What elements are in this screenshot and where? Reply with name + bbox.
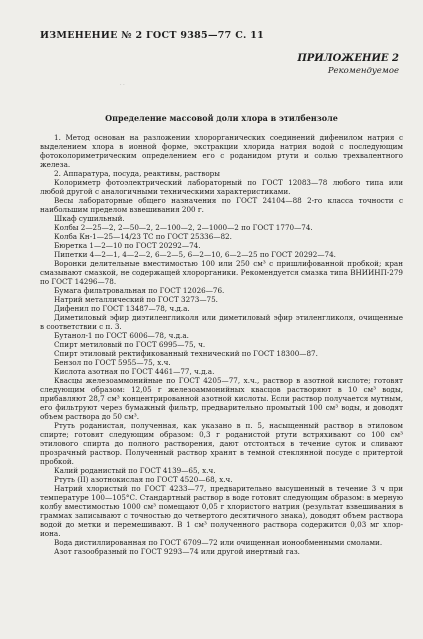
faded-stamp: · · [120,82,125,88]
paragraph: Вода дистиллированная по ГОСТ 6709—72 или очищенная ионообменными смолами. [54,538,383,547]
appendix-block [297,53,399,76]
paragraph: 1. Метод основан на разложении хлорорганических соединений дифенилом натрия с выделением хлора в ионной форме, экстракции хлорида натрия водой с последующим фотоколориметрическим определением его с роданидом ртути и солью трехвалентного железа. [40,133,403,169]
paragraph: Воронки делительные вместимостью 100 или 250 см³ с пришлифованной пробкой; кран смазывают смазкой, не содержащей хлорорганики. Рекомендуется смазка типа ВНИИНП-279 по ГОСТ 14296—78. [40,259,403,286]
paragraph: Азот газообразный по ГОСТ 9293—74 или другой инертный газ. [54,547,300,556]
paragraph: Шкаф сушильный. [54,214,125,223]
section-title: Определение массовой доли хлора в этилбензоле [105,113,338,123]
paragraph: Бутанол-1 по ГОСТ 6006—78, ч.д.а. [54,331,189,340]
paragraph: Колба Кн-1—25—14/23 ТС по ГОСТ 25336—82. [54,232,232,241]
paragraph: Натрий хлористый по ГОСТ 4233—77, предварительно высушенный в течение 3 ч при температуре 100—105°С. Стандартный раствор в воде готовят следующим образом: в мерную колбу вместимостью 1000 см³ помещают 0,05 г хлористого натрия (результат взвешивания в граммах записывают с точностью до четвертого десятичного знака), доводят объем раствора водой до метки и перемешивают. В 1 см³ полученного раствора содержится 0,03 мг хлор-иона. [40,484,403,538]
paragraph: Квасцы железоаммонийные по ГОСТ 4205—77, х.ч., раствор в азотной кислоте; готовят следующим образом: 12,05 г железоаммонийных квасцов растворяют в 10 см³ воды, прибавляют 28,7 см³ концентрированной азотной кислоты. Если раствор получается мутным, его фильтруют через бумажный фильтр, предварительно промытый 100 см³ воды, и доводят объем раствора до 50 см³. [40,376,403,421]
paragraph: Пипетки 4—2—1, 4—2—2, 6—2—5, 6—2—10, 6—2—25 по ГОСТ 20292—74. [54,250,336,259]
paragraph: Колориметр фотоэлектрический лабораторный по ГОСТ 12083—78 любого типа или любой другой с аналогичными техническими характеристиками. [40,178,403,196]
paragraph: Спирт метиловый по ГОСТ 6995—75, ч. [54,340,206,349]
paragraph: Спирт этиловый ректификованный технический по ГОСТ 18300—87. [54,349,318,358]
appendix-subtitle: Рекомендуемое [327,66,399,76]
paragraph: Ртуть (II) азотнокислая по ГОСТ 4520—68, х.ч. [54,475,233,484]
paragraph: Бензол по ГОСТ 5955—75, х.ч. [54,358,171,367]
paragraph: Бумага фильтровальная по ГОСТ 12026—76. [54,286,225,295]
paragraph: Дифенил по ГОСТ 13487—78, ч.д.а. [54,304,190,313]
page-header: ИЗМЕНЕНИЕ № 2 ГОСТ 9385—77 С. 11 [40,30,265,41]
paragraph: Колбы 2—25—2, 2—50—2, 2—100—2, 2—1000—2 по ГОСТ 1770—74. [54,223,313,232]
paragraph: 2. Аппаратура, посуда, реактивы, растворы [54,169,220,178]
paragraph: Кислота азотная по ГОСТ 4461—77, ч.д.а. [54,367,215,376]
paragraph: Бюретка 1—2—10 по ГОСТ 20292—74. [54,241,201,250]
paragraph: Натрий металлический по ГОСТ 3273—75. [54,295,218,304]
paragraph: Ртуть роданистая, полученная, как указано в п. 5, насыщенный раствор в этиловом спирте; готовят следующим образом: 0,3 г роданистой ртути встряхивают со 100 см³ этилового спирта до полного растворения, дают отстояться в течение суток и сливают прозрачный раствор. Полученный раствор хранят в темной стеклянной посуде с притертой пробкой. [40,421,403,466]
paragraph: Калий роданистый по ГОСТ 4139—65, х.ч. [54,466,216,475]
paragraph: Весы лабораторные общего назначения по ГОСТ 24104—88 2-го класса точности с наибольшим пределом взвешивания 200 г. [40,196,403,214]
document-body [40,133,403,556]
appendix-title: ПРИЛОЖЕНИЕ 2 [297,53,399,64]
paragraph: Диметиловый эфир диэтиленгликоля или диметиловый эфир этиленгликоля, очищенные в соответствии с п. 3. [40,313,403,331]
